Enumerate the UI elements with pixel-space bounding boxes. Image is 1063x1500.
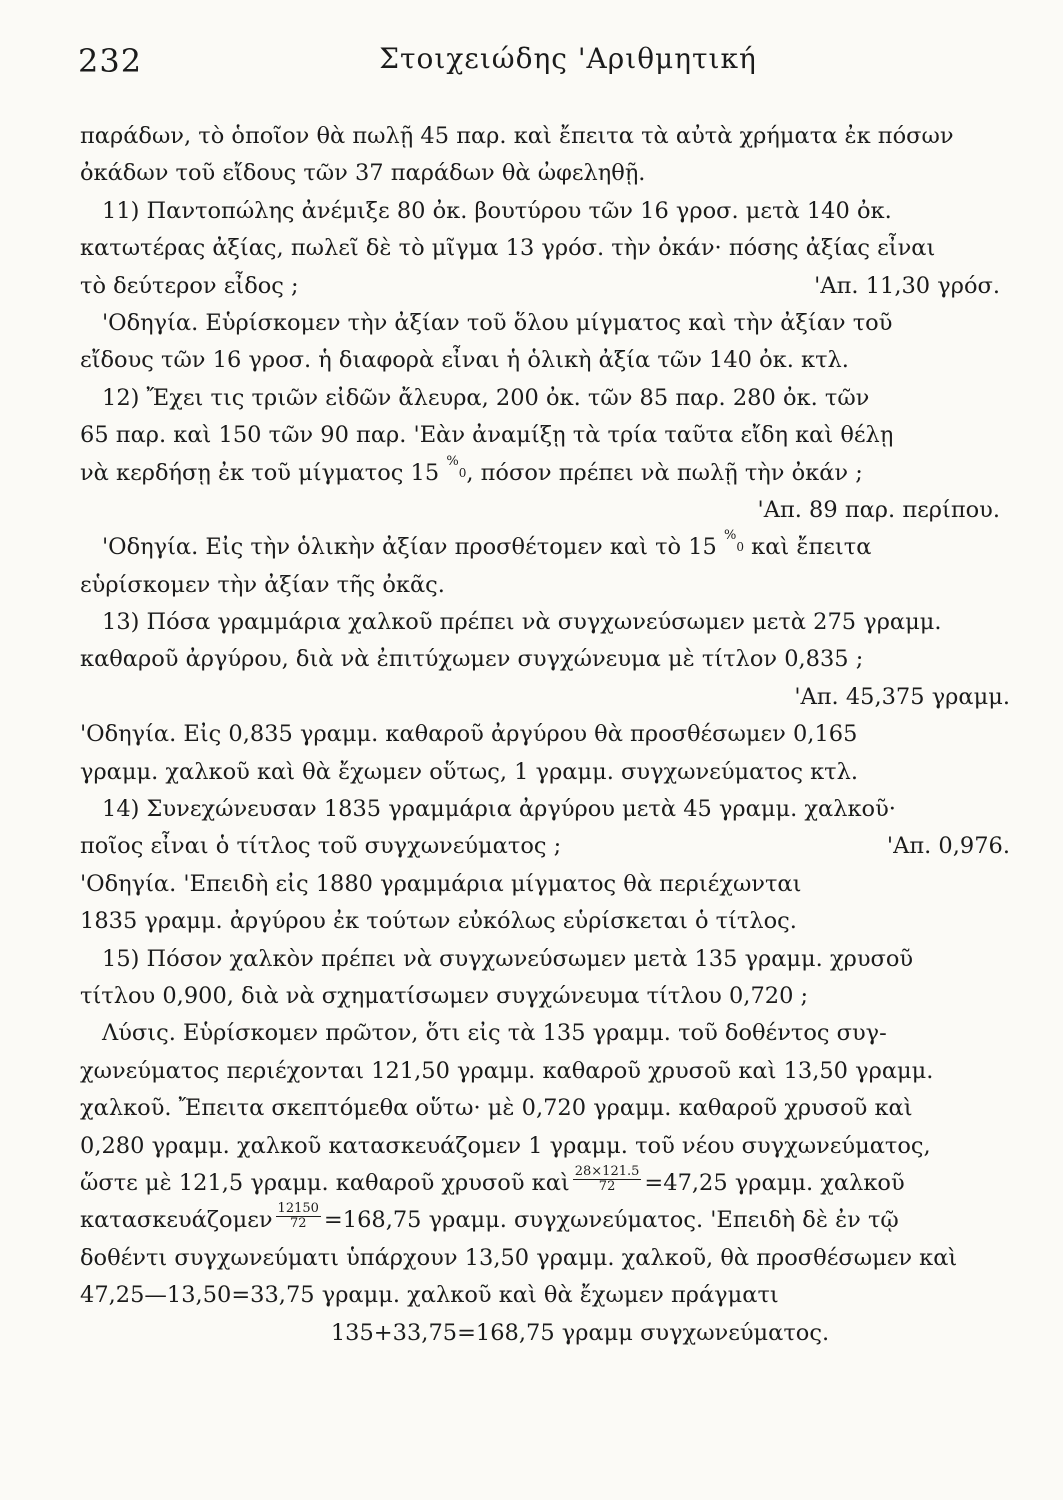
page-number: 232	[78, 42, 143, 80]
text-line	[80, 567, 1040, 604]
text-line	[80, 1202, 1040, 1239]
line-text: 47,25—13,50=33,75 γραμμ. χαλκοῦ καὶ θὰ ἔχωμεν πράγματι	[80, 1282, 779, 1309]
text-line	[80, 1090, 1040, 1127]
text-line	[80, 1277, 1040, 1314]
text-line	[80, 903, 1040, 940]
percent-sub: 0	[736, 540, 745, 555]
text-line	[80, 978, 1040, 1015]
line-text: γραμμ. χαλκοῦ καὶ θὰ ἔχωμεν οὕτως, 1 γραμμ. συγχωνεύματος κτλ.	[80, 758, 859, 785]
fraction-numerator: 28×121.5	[574, 1164, 640, 1179]
line-text: εὑρίσκομεν τὴν ἀξίαν τῆς ὀκᾶς.	[80, 571, 445, 598]
fraction-denominator: 72	[598, 1178, 616, 1194]
line-text: Λύσις. Εὑρίσκομεν πρῶτον, ὅτι εἰς τὰ 135 γραμμ. τοῦ δοθέντος συγ-	[102, 1020, 887, 1047]
line-text: 12) Ἔχει τις τριῶν εἰδῶν ἄλευρα, 200 ὀκ. τῶν 85 παρ. 280 ὀκ. τῶν	[102, 384, 870, 411]
running-title: Στοιχειώδης 'Αριθμητική	[379, 42, 757, 75]
text-line	[80, 155, 1040, 192]
guidance	[80, 866, 1040, 903]
text-line	[80, 1165, 1040, 1202]
text-line	[80, 342, 1040, 379]
text-line	[80, 679, 1040, 716]
line-text: νὰ κερδήσῃ ἐκ τοῦ μίγματος 15	[80, 459, 440, 486]
line-text: =47,25 γραμμ. χαλκοῦ	[644, 1169, 905, 1196]
line-text: καὶ ἔπειτα	[751, 534, 872, 561]
line-text: 0,280 γραμμ. χαλκοῦ κατασκευάζομεν 1 γραμμ. τοῦ νέου συγχωνεύματος,	[80, 1132, 931, 1159]
text-line	[80, 118, 1040, 155]
fraction-denominator: 72	[289, 1216, 307, 1232]
text-line	[80, 455, 1040, 492]
answer: 'Απ. 11,30 γρόσ.	[814, 272, 1000, 299]
line-text: , πόσον πρέπει νὰ πωλῇ τὴν ὀκάν ;	[466, 459, 863, 486]
text-line	[80, 230, 1040, 267]
line-text: 13) Πόσα γραμμάρια χαλκοῦ πρέπει νὰ συγχωνεύσωμεν μετὰ 275 γραμμ.	[102, 609, 942, 636]
answer: 'Απ. 45,375 γραμμ.	[794, 683, 1010, 710]
fraction	[573, 1165, 642, 1202]
line-text: χωνεύματος περιέχονται 121,50 γραμμ. καθαροῦ χρυσοῦ καὶ 13,50 γραμμ.	[80, 1057, 934, 1084]
text-line	[80, 828, 1040, 865]
problem-11	[80, 193, 1040, 230]
line-text: τίτλου 0,900, διὰ νὰ σχηματίσωμεν συγχώνευμα τίτλου 0,720 ;	[80, 982, 809, 1009]
percent-sign: %	[446, 454, 459, 469]
line-text: 15) Πόσον χαλκὸν πρέπει νὰ συγχωνεύσωμεν μετὰ 135 γραμμ. χρυσοῦ	[102, 945, 914, 972]
line-text: τὸ δεύτερον εἶδος ;	[80, 272, 299, 299]
problem-12	[80, 380, 1040, 417]
problem-14	[80, 791, 1040, 828]
line-text: ὀκάδων τοῦ εἴδους τῶν 37 παράδων θὰ ὠφεληθῇ.	[80, 160, 646, 187]
line-text: =168,75 γραμμ. συγχωνεύματος. 'Επειδὴ δὲ ἐν τῷ	[323, 1207, 899, 1234]
text-line	[80, 754, 1040, 791]
line-text: 135+33,75=168,75 γραμμ συγχωνεύματος.	[330, 1319, 830, 1346]
line-text: χαλκοῦ. Ἔπειτα σκεπτόμεθα οὕτω· μὲ 0,720 γραμμ. καθαροῦ χρυσοῦ καὶ	[80, 1095, 913, 1122]
answer: 'Απ. 89 παρ. περίπου.	[757, 496, 1000, 523]
guidance	[80, 529, 1040, 566]
text-line	[80, 641, 1040, 678]
line-text: ὥστε μὲ 121,5 γραμμ. καθαροῦ χρυσοῦ καὶ	[80, 1169, 570, 1196]
text-line	[80, 1128, 1040, 1165]
page-body	[80, 118, 1040, 1352]
text-line	[80, 492, 1040, 529]
line-text: 'Οδηγία. Εἰς τὴν ὁλικὴν ἀξίαν προσθέτομεν καὶ τὸ 15	[102, 534, 717, 561]
problem-13	[80, 604, 1040, 641]
fraction-numerator: 12150	[277, 1202, 319, 1217]
line-text: παράδων, τὸ ὁποῖον θὰ πωλῇ 45 παρ. καὶ ἔπειτα τὰ αὐτὰ χρήματα ἐκ πόσων	[80, 123, 954, 149]
line-text: κατασκευάζομεν	[80, 1207, 273, 1234]
percent-sign: %	[724, 529, 737, 544]
text-line	[80, 1240, 1040, 1277]
text-line	[80, 268, 1040, 305]
problem-15	[80, 941, 1040, 978]
page-header	[78, 42, 978, 88]
line-text: 14) Συνεχώνευσαν 1835 γραμμάρια ἀργύρου μετὰ 45 γραμμ. χαλκοῦ·	[102, 796, 896, 823]
text-line	[80, 417, 1040, 454]
guidance	[80, 305, 1040, 342]
solution	[80, 1015, 1040, 1052]
final-equation	[80, 1315, 1040, 1352]
line-text: 65 παρ. καὶ 150 τῶν 90 παρ. 'Εὰν ἀναμίξῃ τὰ τρία ταῦτα εἴδη καὶ θέλῃ	[80, 422, 894, 449]
line-text: 'Οδηγία. 'Επειδὴ εἰς 1880 γραμμάρια μίγματος θὰ περιέχωνται	[80, 870, 802, 897]
line-text: 'Οδηγία. Εὑρίσκομεν τὴν ἀξίαν τοῦ ὅλου μίγματος καὶ τὴν ἀξίαν τοῦ	[102, 309, 893, 336]
line-text: δοθέντι συγχωνεύματι ὑπάρχουν 13,50 γραμμ. χαλκοῦ, θὰ προσθέσωμεν καὶ	[80, 1244, 958, 1271]
line-text: ποῖος εἶναι ὁ τίτλος τοῦ συγχωνεύματος ;	[80, 833, 562, 860]
percent-sub: 0	[458, 465, 467, 480]
guidance	[80, 716, 1040, 753]
line-text: εἴδους τῶν 16 γροσ. ἡ διαφορὰ εἶναι ἡ ὁλικὴ ἀξία τῶν 140 ὀκ. κτλ.	[80, 347, 849, 374]
text-line	[80, 1053, 1040, 1090]
line-text: 'Οδηγία. Εἰς 0,835 γραμμ. καθαροῦ ἀργύρου θὰ προσθέσωμεν 0,165	[80, 721, 858, 748]
line-text: καθαροῦ ἀργύρου, διὰ νὰ ἐπιτύχωμεν συγχώνευμα μὲ τίτλον 0,835 ;	[80, 646, 864, 673]
answer: 'Απ. 0,976.	[886, 833, 1010, 860]
line-text: 11) Παντοπώλης ἀνέμιξε 80 ὀκ. βουτύρου τῶν 16 γροσ. μετὰ 140 ὀκ.	[102, 197, 892, 224]
fraction	[276, 1202, 321, 1239]
line-text: κατωτέρας ἀξίας, πωλεῖ δὲ τὸ μῖγμα 13 γρόσ. τὴν ὀκάν· πόσης ἀξίας εἶναι	[80, 235, 936, 262]
line-text: 1835 γραμμ. ἀργύρου ἐκ τούτων εὐκόλως εὑρίσκεται ὁ τίτλος.	[80, 908, 797, 935]
